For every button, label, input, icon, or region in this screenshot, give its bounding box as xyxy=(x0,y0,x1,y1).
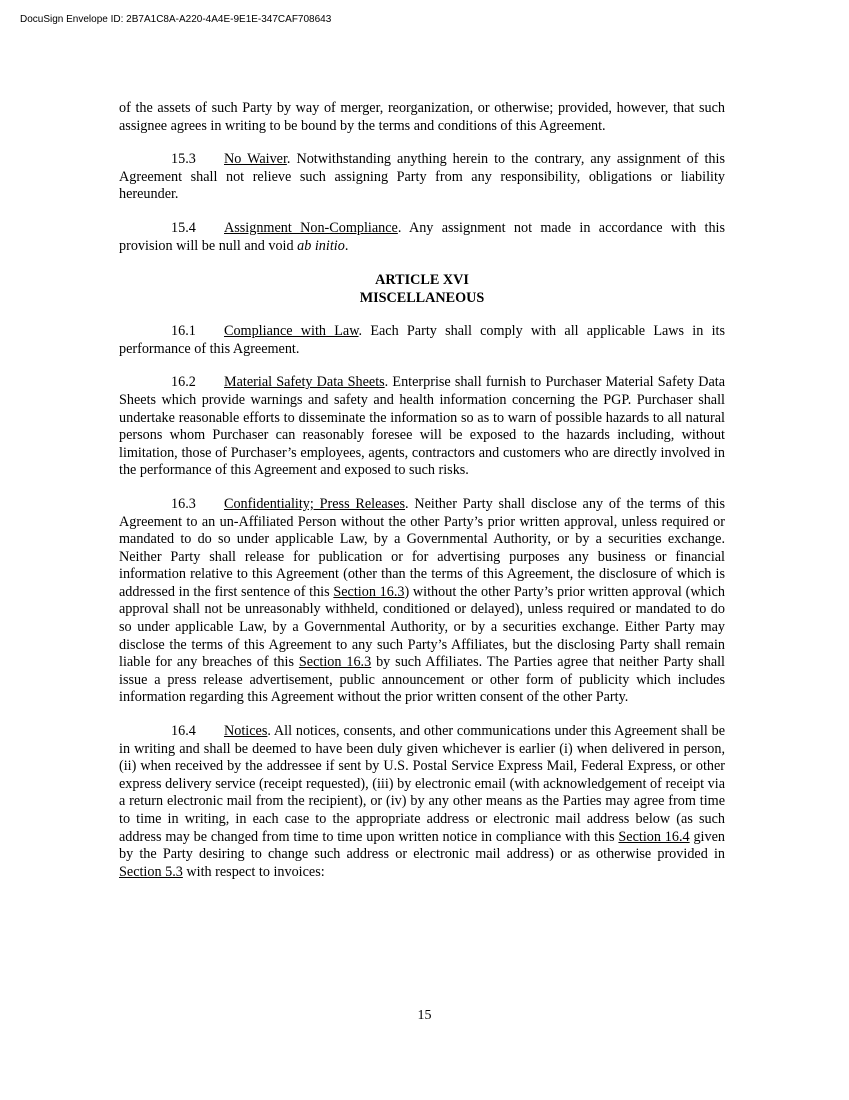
section-text-end: . xyxy=(344,237,349,254)
article-heading xyxy=(119,271,725,307)
section-text: given by the Party desiring to change such address or electronic mail address) or as otherwise provided in xyxy=(119,828,725,863)
section-text: . All notices, consents, and other communications under this Agreement shall be in writing and shall be deemed to have been duly given whichever is earlier (i) when delivered in person, (ii) when received by the addressee if sent by U.S. Postal Service Express Mail, Federal Express, or other express delivery service (receipt requested), (iii) by electronic email (with acknowledgement of receipt via a return electronic mail from the recipient), or (iv) by any other means as the Parties may agree from time to time in writing, in each case to the appropriate address or electronic mail address below (as such address may be changed from time to time upon written notice in compliance with this xyxy=(119,723,725,845)
section-title: Confidentiality; Press Releases xyxy=(224,495,406,512)
section-reference: Section 16.4 xyxy=(618,828,690,845)
section-16-4 xyxy=(119,723,725,881)
section-reference: Section 5.3 xyxy=(119,863,183,880)
section-text: . Any assignment not made in accordance with this provision will be null and void xyxy=(119,219,725,254)
article-title: MISCELLANEOUS xyxy=(359,290,485,307)
section-16-2 xyxy=(119,374,725,480)
section-15-4 xyxy=(119,220,725,255)
section-text: . Enterprise shall furnish to Purchaser Material Safety Data Sheets which provide warnings and safety and health information concerning the PGP. Purchaser shall undertake reasonable efforts to disseminate the information so as to warn of possible hazards to all natural persons whom Purchaser can reasonably foresee will be exposed to the hazards including, without limitation, those of Purchaser’s employees, agents, contractors and customers who are directly involved in the performance of this Agreement and exposed to such risks. xyxy=(119,374,725,479)
section-text: ) without the other Party’s prior written approval (which approval shall not be unreasonably withheld, conditioned or delayed), unless required or mandated to do so under applicable Law, by a Governmental Authority, or by a securities exchange. Either Party may disclose the terms of this Agreement to any such Party’s Affiliates, but the disclosing Party shall remain liable for any breaches of this xyxy=(119,583,725,671)
section-16-3 xyxy=(119,496,725,707)
section-text: . Neither Party shall disclose any of the terms of this Agreement to an un-Affiliated Person without the other Party’s prior written approval, unless required or mandated to do so under applicable Law, by a Governmental Authority, or by a securities exchange. Neither Party shall release for publication or for advertising purposes any business or financial information relative to this Agreement (other than the terms of this Agreement, the disclosure of which is addressed in the first sentence of this xyxy=(119,495,725,600)
section-number: 16.1 xyxy=(171,323,196,340)
section-text: . Notwithstanding anything herein to the contrary, any assignment of this Agreement shall not relieve such assigning Party from any responsibility, obligations or liability hereunder. xyxy=(119,151,725,203)
section-15-3 xyxy=(119,151,725,204)
page-number: 15 xyxy=(417,1008,432,1023)
section-16-1 xyxy=(119,323,725,358)
section-number: 15.3 xyxy=(171,151,196,168)
section-number: 16.3 xyxy=(171,495,196,512)
section-text: with respect to invoices: xyxy=(182,863,325,880)
section-number: 16.2 xyxy=(171,374,196,391)
section-reference: Section 16.3 xyxy=(333,583,405,600)
article-number: ARTICLE XVI xyxy=(375,272,469,289)
intro-paragraph: of the assets of such Party by way of merger, reorganization, or otherwise; provided, however, that such assignee agrees in writing to be bound by the terms and conditions of this Agreement. xyxy=(119,100,725,134)
section-text: . Each Party shall comply with all applicable Laws in its performance of this Agreement. xyxy=(119,323,725,357)
document-body xyxy=(119,100,725,897)
section-number: 16.4 xyxy=(171,723,196,740)
section-title: Compliance with Law xyxy=(224,323,359,340)
section-number: 15.4 xyxy=(171,219,196,236)
section-text: by such Affiliates. The Parties agree that neither Party shall issue a press release advertisement, public announcement or other form of publicity which includes information regarding this Agreement without the prior written consent of the other Party. xyxy=(119,654,726,706)
section-title: Assignment Non-Compliance xyxy=(224,219,398,236)
envelope-id: DocuSign Envelope ID: 2B7A1C8A-A220-4A4E-9E1E-347CAF708643 xyxy=(20,14,332,25)
italic-term: ab initio xyxy=(297,237,345,254)
section-reference: Section 16.3 xyxy=(298,654,372,671)
section-title: No Waiver xyxy=(224,151,287,168)
section-title: Material Safety Data Sheets xyxy=(224,374,385,391)
section-title: Notices xyxy=(224,723,268,740)
